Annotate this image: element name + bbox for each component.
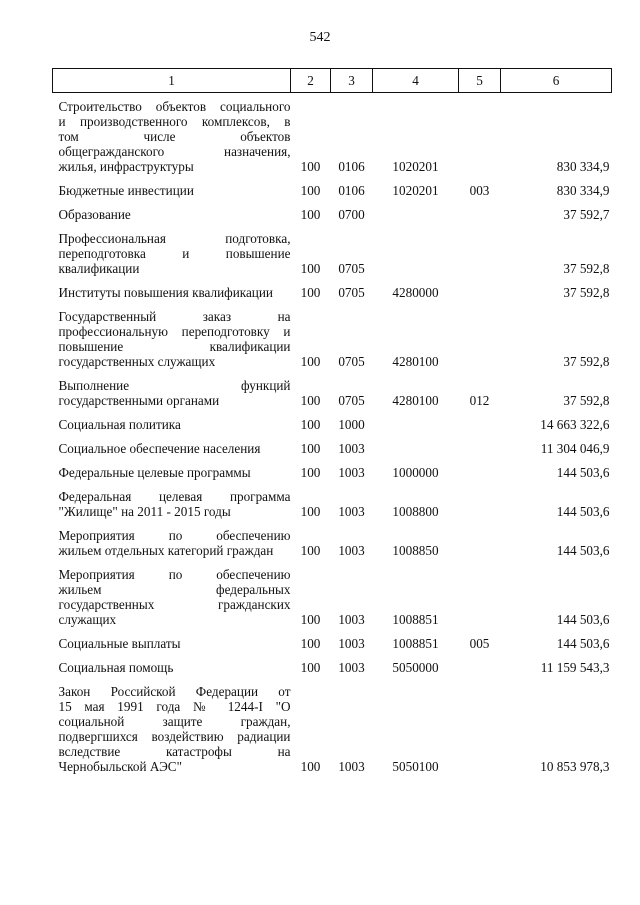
ministry-code-cell: 100 <box>300 504 321 519</box>
amount-cell: 144 503,6 <box>556 543 610 558</box>
description-line: Чернобыльской АЭС" <box>58 759 182 774</box>
section-code-cell: 0106 <box>338 159 365 174</box>
description-line: профессиональную переподготовку и <box>58 324 291 339</box>
page-number: 542 <box>309 30 331 45</box>
description-line: Социальная помощь <box>58 660 174 675</box>
amount-cell: 37 592,8 <box>563 261 610 276</box>
target-article-code-cell: 1008851 <box>392 612 439 627</box>
expense-type-code-cell <box>459 417 501 441</box>
ministry-code-cell: 100 <box>300 285 321 300</box>
target-article-code-cell: 4280000 <box>392 285 439 300</box>
ministry-code-cell: 100 <box>300 261 321 276</box>
amount-cell: 144 503,6 <box>556 504 610 519</box>
column-header-5: 5 <box>459 69 501 93</box>
description-line: социальной защите граждан, <box>58 714 291 729</box>
description-line: "Жилище" на 2011 - 2015 годы <box>58 504 231 519</box>
row-description <box>53 567 291 636</box>
column-header-3: 3 <box>331 69 373 93</box>
target-article-code-cell <box>373 441 459 465</box>
section-code-cell: 1003 <box>338 504 365 519</box>
section-code-cell: 1003 <box>338 612 365 627</box>
target-article-code-cell: 1020201 <box>392 159 439 174</box>
row-description <box>53 684 291 783</box>
table-body <box>53 93 612 784</box>
description-line: Мероприятия по обеспечению <box>58 528 291 543</box>
description-line: и производственного комплексов, в <box>58 114 291 129</box>
row-description <box>53 183 291 207</box>
description-line: Федеральная целевая программа <box>58 489 291 504</box>
column-header-4: 4 <box>373 69 459 93</box>
description-line: государственными органами <box>58 393 220 408</box>
ministry-code-cell: 100 <box>300 159 321 174</box>
description-line: Строительство объектов социального <box>58 99 291 114</box>
section-code-cell: 0705 <box>338 261 365 276</box>
table-row <box>53 93 612 184</box>
amount-cell: 37 592,7 <box>563 207 610 222</box>
section-code-cell: 1003 <box>338 660 365 675</box>
row-description <box>53 465 291 489</box>
row-description <box>53 489 291 528</box>
amount-cell: 830 334,9 <box>556 183 610 198</box>
header-row <box>53 69 612 93</box>
ministry-code-cell: 100 <box>300 636 321 651</box>
target-article-code-cell: 1008851 <box>392 636 439 651</box>
target-article-code-cell <box>373 231 459 285</box>
section-code-cell: 0705 <box>338 285 365 300</box>
expense-type-code-cell <box>459 231 501 285</box>
amount-cell: 11 304 046,9 <box>540 441 610 456</box>
row-description <box>53 285 291 309</box>
section-code-cell: 0705 <box>338 393 365 408</box>
target-article-code-cell: 4280100 <box>392 354 439 369</box>
row-description <box>53 207 291 231</box>
expense-type-code-cell <box>459 93 501 184</box>
description-line: Образование <box>58 207 131 222</box>
amount-cell: 37 592,8 <box>563 354 610 369</box>
target-article-code-cell: 1008850 <box>392 543 439 558</box>
table-row <box>53 636 612 660</box>
description-line: государственных служащих <box>58 354 216 369</box>
target-article-code-cell <box>373 207 459 231</box>
target-article-code-cell: 4280100 <box>392 393 439 408</box>
description-line: общегражданского назначения, <box>58 144 291 159</box>
description-line: жильем отдельных категорий граждан <box>58 543 274 558</box>
amount-cell: 830 334,9 <box>556 159 610 174</box>
section-code-cell: 1003 <box>338 759 365 774</box>
description-line: Социальная политика <box>58 417 181 432</box>
row-description <box>53 231 291 285</box>
amount-cell: 37 592,8 <box>563 393 610 408</box>
row-description <box>53 309 291 378</box>
row-description <box>53 93 291 184</box>
expense-type-code-cell <box>459 660 501 684</box>
table-row <box>53 417 612 441</box>
ministry-code-cell: 100 <box>300 612 321 627</box>
expense-type-code-cell <box>459 441 501 465</box>
table-row <box>53 183 612 207</box>
row-description <box>53 378 291 417</box>
expense-type-code-cell <box>459 285 501 309</box>
row-description <box>53 528 291 567</box>
table-row <box>53 231 612 285</box>
column-header-2: 2 <box>291 69 331 93</box>
description-line: Выполнение функций <box>58 378 291 393</box>
ministry-code-cell: 100 <box>300 354 321 369</box>
ministry-code-cell: 100 <box>300 393 321 408</box>
target-article-code-cell <box>373 417 459 441</box>
section-code-cell: 0700 <box>338 207 365 222</box>
description-line: государственных гражданских <box>58 597 291 612</box>
section-code-cell: 0106 <box>338 183 365 198</box>
target-article-code-cell: 5050100 <box>392 759 439 774</box>
description-line: подвергшихся воздействию радиации <box>58 729 291 744</box>
expense-type-code-cell <box>459 489 501 528</box>
section-code-cell: 1000 <box>338 417 365 432</box>
description-line: Профессиональная подготовка, <box>58 231 291 246</box>
amount-cell: 10 853 978,3 <box>540 759 610 774</box>
description-line: квалификации <box>58 261 140 276</box>
description-line: жильем федеральных <box>58 582 291 597</box>
ministry-code-cell: 100 <box>300 207 321 222</box>
table-row <box>53 441 612 465</box>
description-line: Закон Российской Федерации от <box>58 684 291 699</box>
amount-cell: 37 592,8 <box>563 285 610 300</box>
amount-cell: 144 503,6 <box>556 636 610 651</box>
table-row <box>53 489 612 528</box>
description-line: переподготовка и повышение <box>58 246 291 261</box>
table-row <box>53 567 612 636</box>
description-line: Институты повышения квалификации <box>58 285 273 300</box>
ministry-code-cell: 100 <box>300 417 321 432</box>
expense-type-code-cell <box>459 309 501 378</box>
ministry-code-cell: 100 <box>300 441 321 456</box>
table-row <box>53 684 612 783</box>
expense-type-code-cell <box>459 207 501 231</box>
section-code-cell: 1003 <box>338 636 365 651</box>
row-description <box>53 636 291 660</box>
expense-type-code-cell <box>459 567 501 636</box>
budget-table <box>52 68 612 783</box>
amount-cell: 11 159 543,3 <box>540 660 610 675</box>
ministry-code-cell: 100 <box>300 183 321 198</box>
section-code-cell: 1003 <box>338 441 365 456</box>
ministry-code-cell: 100 <box>300 543 321 558</box>
description-line: вследствие катастрофы на <box>58 744 291 759</box>
section-code-cell: 1003 <box>338 465 365 480</box>
expense-type-code-cell <box>459 684 501 783</box>
row-description <box>53 417 291 441</box>
expense-type-code-cell: 005 <box>469 636 490 651</box>
target-article-code-cell: 5050000 <box>392 660 439 675</box>
ministry-code-cell: 100 <box>300 660 321 675</box>
description-line: 15 мая 1991 года № 1244-I "О <box>58 699 291 714</box>
table-row <box>53 465 612 489</box>
amount-cell: 144 503,6 <box>556 465 610 480</box>
description-line: Социальное обеспечение населения <box>58 441 261 456</box>
table-row <box>53 528 612 567</box>
table-row <box>53 378 612 417</box>
description-line: Социальные выплаты <box>58 636 181 651</box>
table-row <box>53 285 612 309</box>
target-article-code-cell: 1008800 <box>392 504 439 519</box>
description-line: повышение квалификации <box>58 339 291 354</box>
description-line: Государственный заказ на <box>58 309 291 324</box>
table-row <box>53 207 612 231</box>
expense-type-code-cell: 012 <box>469 393 490 408</box>
table-row <box>53 660 612 684</box>
ministry-code-cell: 100 <box>300 465 321 480</box>
table-row <box>53 309 612 378</box>
expense-type-code-cell: 003 <box>469 183 490 198</box>
target-article-code-cell: 1020201 <box>392 183 439 198</box>
row-description <box>53 660 291 684</box>
description-line: Федеральные целевые программы <box>58 465 251 480</box>
section-code-cell: 0705 <box>338 354 365 369</box>
amount-cell: 14 663 322,6 <box>540 417 610 432</box>
column-header-1: 1 <box>53 69 291 93</box>
section-code-cell: 1003 <box>338 543 365 558</box>
target-article-code-cell: 1000000 <box>392 465 439 480</box>
column-header-6: 6 <box>501 69 612 93</box>
description-line: Мероприятия по обеспечению <box>58 567 291 582</box>
description-line: жилья, инфраструктуры <box>58 159 194 174</box>
description-line: служащих <box>58 612 117 627</box>
description-line: Бюджетные инвестиции <box>58 183 194 198</box>
ministry-code-cell: 100 <box>300 759 321 774</box>
row-description <box>53 441 291 465</box>
amount-cell: 144 503,6 <box>556 612 610 627</box>
expense-type-code-cell <box>459 465 501 489</box>
expense-type-code-cell <box>459 528 501 567</box>
description-line: том числе объектов <box>58 129 291 144</box>
